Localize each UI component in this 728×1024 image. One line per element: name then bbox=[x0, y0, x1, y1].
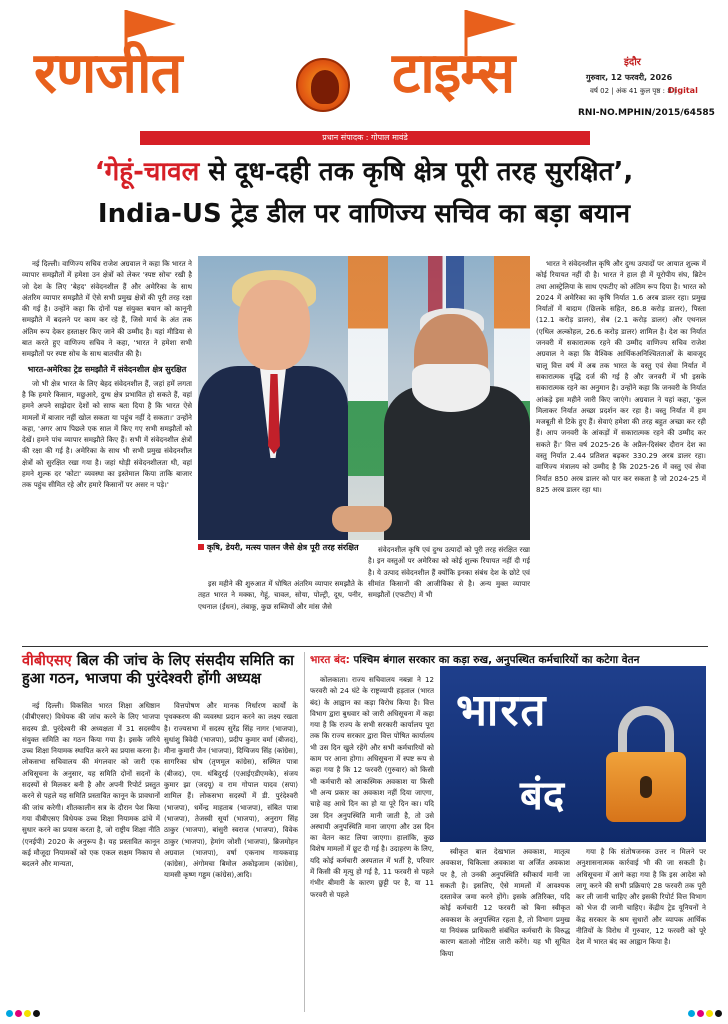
lead-column-4 bbox=[536, 258, 706, 640]
lead-col1-para2: जो भी क्षेत्र भारत के लिए बेहद संवेदनशील हैं, जहां हमें लगता है कि हमारे किसान, मछुआरे, दुग्ध क्षेत्र प्रभावित हो सकते हैं, वहां हमने अपने साझेदार देशों को साफ बता दिया है कि भारत ऐसे मामलों में बाजार नहीं खोल सकता या पहुंच नहीं दे सकता।' उन्होंने कहा, 'अगर आप पिछले एक साल में किए गए सभी समझौतों को देखें। हमने पांच व्यापार समझौते किए हैं। सभी में संवेदनशील क्षेत्रों की रक्षा की गई है। अमेरिका के साथ भी सभी प्रमुख संवेदनशील क्षेत्रों को सुरक्षित रखा गया है। जहां थोड़ी संवेदनशीलता थी, वहां हमने शुल्क दर 'कोटा' व्यवस्था का इस्तेमाल किया ताकि बाजार तक पहुंच सीमित रहे और हमारे किसानों पर असर न पड़े।' bbox=[22, 378, 192, 490]
photo-caption: कृषि, डेयरी, मत्स्य पालन जैसे क्षेत्र पूरी तरह संरक्षित bbox=[198, 542, 363, 572]
story2-headline-highlight: वीबीएसए bbox=[22, 653, 72, 669]
story3-col2-text: स्वीकृत बाल देखभाल अवकाश, मातृत्व अवकाश, चिकित्सा अवकाश या अर्जित अवकाश पर है, तो उनकी अनुपस्थिति स्वीकार्य मानी जा सकती है। इसलिए, ऐसे मामलों में आवश्यक दस्तावेज जमा करने होंगे। इसके अतिरिक्त, यदि कोई कर्मचारी 12 फरवरी को बिना स्वीकृत अवकाश के अनुपस्थित रहता है, तो विभाग प्रमुख या नियंत्रक प्राधिकारी संबंधित कर्मचारी के विरुद्ध कारण बताओ नोटिस जारी करेंगे। यह भी सूचित किया bbox=[440, 847, 570, 958]
digital-badge: Digital bbox=[668, 86, 698, 95]
story3-col1-text: कोलकाता। राज्य सचिवालय नबन्ना ने 12 फरवरी को 24 घंटे के राष्ट्रव्यापी हड़ताल (भारत बंद) के आह्वान का कड़ा विरोध किया है। वित्त विभाग द्वारा बुधवार को जारी अधिसूचना में कहा गया है कि राज्य के सभी सरकारी कार्यालय पूरा तक कि राज्य सरकार द्वारा वित्त पोषित कार्यालय भी उस दिन खुले रहेंगे और सभी कर्मचारियों को काम पर आना होगा। अधिसूचना में स्पष्ट रूप से कहा गया है कि 12 फरवरी (गुरुवार) को किसी भी कर्मचारी को आकस्मिक अवकाश या किसी भी अन्य प्रकार का अवकाश नहीं दिया जाएगा, चाहे वह आधे दिन का हो या पूरे दिन का। यदि उस दिन अनुपस्थिति मानी जाती है, तो उसे अस्थायी अनुपस्थिति माना जाएगा और उस दिन का वेतन काट लिया जाएगा। हालांकि, कुछ विशेष मामलों में छूट दी गई है। उदाहरण के लिए, यदि कोई कर्मचारी अस्पताल में भर्ती है, परिवार में किसी की मृत्यु हो गई है, 11 फरवरी से पहले गंभीर बीमारी के कारण छुट्टी पर है, या 11 फरवरी से पहले bbox=[310, 675, 434, 899]
story2-headline-text: बिल की जांच के लिए संसदीय समिति का हुआ गठन, भाजपा की पुरंदेश्वरी होंगी अध्यक्ष bbox=[22, 653, 294, 688]
graphic-subtitle: बंद bbox=[520, 773, 565, 819]
lead-col3-text: संवेदनशील कृषि एवं दुग्ध उत्पादों को पूरी तरह संरक्षित रखा है। इन वस्तुओं पर अमेरिका को कोई शुल्क रियायत नहीं दी गई है। ये उत्पाद संवेदनशील हैं क्योंकि इनका संबंध देश के छोटे एवं सीमांत किसानों की आजीविका से है। अन्य मुक्त व्यापार समझौतों (एफटीए) में भी bbox=[368, 545, 530, 600]
lead-column-1 bbox=[22, 258, 192, 642]
story2-column-1 bbox=[22, 700, 160, 1014]
story2-col1-text: नई दिल्ली। विकसित भारत शिक्षा अधिष्ठान (वीबीएसए) विधेयक की जांच करने के लिए भाजपा सदस्य डी. पुरंदेश्वरी की अध्यक्षता में 31 सदस्यीय संयुक्त समिति का गठन किया गया है। इसके जरिये उच्च शिक्षा नियामक स्थापित करने का प्रयास करना है। लोकसभा सचिवालय की मंगलवार को जारी एक अधिसूचना के अनुसार, यह समिति दोनों सदनों के सदस्यों से मिलकर बनी है और अपनी रिपोर्ट प्रस्तुत करने से पहले यह समिति प्रस्तावित कानून के प्रावधानों की जांच करेगी। शीतकालीन सत्र के दौरान पेश किया गया वीबीएसए विधेयक उच्च शिक्षा नियामक ढांचे में सुधार करने का प्रयास करता है, जो राष्ट्रीय शिक्षा नीति (एनईपी) 2020 के अनुरूप है। यह प्रस्तावित कानून कई मौजूदा नियामकों को एक एकल सक्षम निकाय से बदलने और मान्यता, bbox=[22, 701, 160, 869]
story3-headline-highlight: भारत बंद: bbox=[310, 654, 350, 666]
emblem-icon bbox=[296, 58, 350, 112]
yellow-dot-icon bbox=[706, 1010, 713, 1017]
logo-wordmark-right: टाइम्स bbox=[392, 41, 515, 106]
lead-col1-subhead: भारत-अमेरिका ट्रेड समझौते में संवेदनशील क्षेत्र सुरक्षित bbox=[27, 364, 187, 374]
logo-wordmark-left: रणजीत bbox=[34, 41, 182, 106]
lead-headline-text: से दूध-दही तक कृषि क्षेत्र पूरी तरह सुरक्षित’, bbox=[199, 157, 634, 187]
section-divider bbox=[22, 646, 708, 647]
lead-col2-text: इस महीने की शुरुआत में घोषित अंतरिम व्यापार समझौते के तहत भारत ने मक्का, गेहूं, चावल, सोया, पोल्ट्री, दूध, पनीर, एथनाल (ईंधन), तंबाकू, कुछ सब्जियों और मांस जैसे bbox=[198, 579, 363, 611]
column-rule bbox=[304, 652, 305, 1012]
story2-column-2 bbox=[164, 700, 298, 1014]
lead-column-2 bbox=[198, 578, 363, 640]
cyan-dot-icon bbox=[6, 1010, 13, 1017]
story3-column-2 bbox=[440, 846, 570, 1014]
story2-col2-text: वित्तपोषण और मानक निर्धारण कार्यों के पृथक्करण की व्यवस्था प्रदान करने का लक्ष्य रखता है। राज्यसभा में सदस्य सुरेंद्र सिंह नागर (भाजपा), सुधांशु त्रिवेदी (भाजपा), प्रदीप कुमार वर्मा (बीजद), मीना कुमारी जैन (भाजपा), दिग्विजय सिंह (कांग्रेस), सागरिका घोष (तृणमूल कांग्रेस), सस्मित पात्रा (बीजद), एम. थंबिदुरई (एआईएडीएमके), संजय कुमार झा (जदयू) व राम गोपाल यादव (सपा) शामिल हैं। लोकसभा सदस्यों में डी. पुरंदेश्वरी (भाजपा), धर्मेन्द्र माहताब (भाजपा), संबित पात्रा (भाजपा), तेजस्वी सूर्या (भाजपा), अनुराग सिंह ठाकुर (भाजपा), बांसुरी स्वराज (भाजपा), विवेक ठाकुर (भाजपा), हेमांग जोशी (भाजपा), ब्रिजमोहन अग्रवाल (भाजपा), वर्षा एकनाथ गायकवाड़ (कांग्रेस), अंगोमचा बिमोल अकोइजाम (कांग्रेस), यामसी कृष्ण गड्डम (कांग्रेस),आदि। bbox=[164, 701, 298, 880]
lead-col1-para1: नई दिल्ली। वाणिज्य सचिव राजेश अग्रवाल ने कहा कि भारत ने व्यापार समझौतों में हमेशा उन क्षेत्रों को लेकर 'स्पष्ट सोच' रखी है जो देश के लिए 'बेहद' संवेदनशील हैं और अमेरिका के साथ अंतरिम व्यापार समझौते में ऐसे सभी प्रमुख क्षेत्रों की पूरी तरह रक्षा की गई है। उन्होंने कहा कि दोनों पक्ष संयुक्त बयान को कानूनी समझौते में बदलने पर काम कर रहे हैं, जिसे मार्च के अंत तक अंतिम रूप देकर हस्ताक्षर किए जाने की उम्मीद है। यहां मीडिया से बात करते हुए वाणिज्य सचिव ने कहा, 'भारत ने हमेशा सभी समझौतों पर स्पष्ट सोच के साथ बातचीत की है। bbox=[22, 259, 192, 359]
magenta-dot-icon bbox=[697, 1010, 704, 1017]
lead-column-3 bbox=[368, 544, 530, 640]
lead-headline-line2[interactable]: India-US ट्रेड डील पर वाणिज्य सचिव का बड़ा बयान bbox=[97, 199, 631, 229]
registration-number: RNI-NO.MPHIN/2015/64585 bbox=[578, 108, 715, 118]
black-dot-icon bbox=[715, 1010, 722, 1017]
edition-city: इंदौर bbox=[624, 57, 641, 68]
masthead bbox=[0, 0, 728, 130]
lead-photo-handshake bbox=[198, 256, 530, 540]
issue-date: गुरुवार, 12 फरवरी, 2026 bbox=[586, 73, 673, 82]
editor-bar: प्रधान संपादक : गोपाल मावंडे bbox=[140, 131, 590, 145]
lead-headline-line1[interactable] bbox=[0, 158, 728, 187]
graphic-title: भारत bbox=[456, 685, 548, 736]
story2-headline[interactable] bbox=[22, 652, 298, 688]
story3-column-1 bbox=[310, 674, 434, 1014]
story3-col3-text: गया है कि संतोषजनक उत्तर न मिलने पर अनुशासनात्मक कार्रवाई भी की जा सकती है। अधिसूचना में आगे कहा गया है कि इस आदेश को लागू करने की सभी प्रक्रियाएं 28 फरवरी तक पूरी कर ली जानी चाहिए और इसकी रिपोर्ट वित्त विभाग को भेज दी जानी चाहिए। केंद्रीय ट्रेड यूनियनों ने केंद्र सरकार के श्रम सुधारों और व्यापक आर्थिक नीतियों के विरोध में गुरुवार, 12 फरवरी को पूरे देश में भारत बंद का आह्वान किया है। bbox=[576, 847, 706, 947]
story3-headline-text: पश्चिम बंगाल सरकार का कड़ा रुख, अनुपस्थित कर्मचारियों का कटेगा वेतन bbox=[349, 654, 640, 666]
yellow-dot-icon bbox=[24, 1010, 31, 1017]
black-dot-icon bbox=[33, 1010, 40, 1017]
bharat-bandh-graphic bbox=[440, 666, 706, 842]
issue-number: वर्ष 02 | अंक 41 कुल पृष्ठ : 8 | bbox=[590, 87, 677, 95]
lead-headline-highlight: ‘गेहूं-चावल bbox=[94, 157, 200, 187]
story3-column-3 bbox=[576, 846, 706, 1014]
lead-col4-text: भारत ने संवेदनशील कृषि और दुग्ध उत्पादों पर आयात शुल्क में कोई रियायत नहीं दी है। भारत ने हाल ही में यूरोपीय संघ, ब्रिटेन तथा आस्ट्रेलिया के साथ एफटीए को अंतिम रूप दिया है। भारत को 2024 में अमेरिका का कृषि निर्यात 1.6 अरब डालर रहा। प्रमुख निर्यातों में बादाम (छिलके सहित, 86.8 करोड़ डालर), पिस्ता (12.1 करोड़ डालर), सेब (2.1 करोड़ डालर) और एथनाल (एथिल अल्कोहल, 26.6 करोड़ डालर) शामिल है। देश का निर्यात जनवरी में सकारात्मक रहने की उम्मीद वाणिज्य सचिव राजेश अग्रवाल ने कहा कि वैश्विक आर्थिकअनिश्चितताओं के बावजूद चालू वित्त वर्ष में अब तक भारत के वस्तु एवं सेवा निर्यात में सकारात्मक वृद्धि दर्ज की गई है और जनवरी में भी इसके सकारात्मक रहने का अनुमान है। उन्होंने कहा कि जनवरी के निर्यात आंकड़े इस महीने जारी किए जाएंगे। अग्रवाल ने यहां कहा, 'कुल मिलाकर निर्यात अच्छा प्रदर्शन कर रहा है। वस्तु निर्यात में हम मजबूती से टिके हुए हैं। सेवाएं हमेशा की तरह बहुत अच्छा कर रही हैं। आप जनवरी के आंकड़ों में सकारात्मक रहने की उम्मीद कर सकते हैं।' वित्त वर्ष 2025-26 के अप्रैल-दिसंबर दौरान देश का वस्तु निर्यात 2.44 प्रतिशत बढ़कर 330.29 अरब डालर रहा। वाणिज्य मंत्रालय को उम्मीद है कि 2025-26 में वस्तु एवं सेवा निर्यात 850 अरब डालर को पार कर सकता है जो 2024-25 में 825 अरब डालर रहा था। bbox=[536, 259, 706, 494]
cyan-dot-icon bbox=[688, 1010, 695, 1017]
magenta-dot-icon bbox=[15, 1010, 22, 1017]
